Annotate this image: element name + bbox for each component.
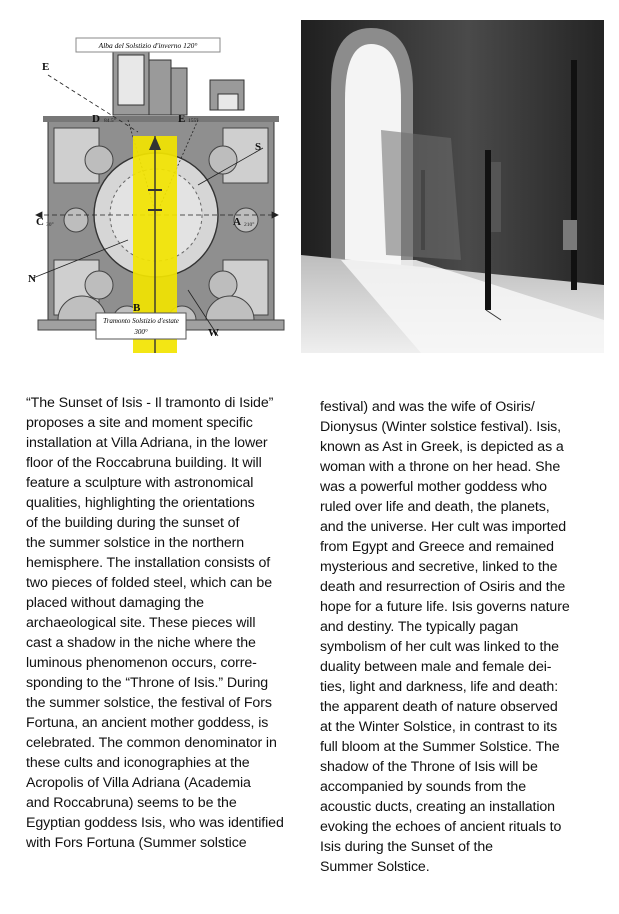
plan-point-n: N <box>28 273 36 285</box>
floor-plan-figure <box>18 20 294 353</box>
text-column-left <box>26 393 298 853</box>
installation-render-figure <box>301 20 604 353</box>
body-text-left: “The Sunset of Isis - Il tramonto di Iside” proposes a site and moment specific installation at Villa Adriana, in the lower floor of the Roccabruna building. It will feature a sculpture with astronomical qualities, highlighting the orientations of the building during the sunset of the summer solstice in the northern hemisphere. The installation consists of two pieces of folded steel, which can be placed without damaging the archaeological site. These pieces will cast a shadow in the niche where the luminous phenomenon occurs, corre- sponding to the “Throne of Isis.” During the summer solstice, the festival of Fors Fortuna, an ancient mother goddess, is celebrated. The common denominator in these cults and iconographies at the Acropolis of Villa Adriana (Academia and Roccabruna) seems to be the Egyptian goddess Isis, who was identified with Fors Fortuna (Summer solstice <box>26 395 284 851</box>
plan-point-b: B <box>133 302 141 314</box>
plan-bottom-label: Tramonto Solstizio d'estate <box>103 317 179 325</box>
plan-angle-d: 84.5° <box>104 118 116 124</box>
plan-angle-c: 30° <box>46 222 54 228</box>
plan-bottom-angle: 300° <box>134 328 148 336</box>
text-column-right <box>320 397 602 877</box>
plan-point-e: E <box>178 113 186 125</box>
plan-point-e-top: E <box>42 61 50 73</box>
plan-angle-a: 210° <box>244 222 255 228</box>
render-throne-shadow <box>421 170 425 250</box>
plan-point-w: W <box>208 327 219 339</box>
body-text-right: festival) and was the wife of Osiris/ Dionysus (Winter solstice festival). Isis, known as Ast in Greek, is depicted as a woman with a throne on her head. She was a powerful mother goddess who ruled over life and death, the planets, and the universe. Her cult was imported from Egypt and Greece and remained mysterious and secretive, linked to the death and resurrection of Osiris and the hope for a future life. Isis governs nature and destiny. The typically pagan symbolism of her cult was linked to the duality between male and female dei- ties, light and darkness, life and death: the apparent death of nature observed at the Winter Solstice, in contrast to its full bloom at the Summer Solstice. The shadow of the Throne of Isis will be accompanied by sounds from the acoustic ducts, creating an installation evoking the echoes of ancient rituals to Isis during the Sunset of the Summer Solstice. <box>320 399 570 875</box>
plan-top-label: Alba del Solstizio d'inverno 120° <box>98 41 198 50</box>
plan-point-s: S <box>255 141 262 153</box>
plan-point-c: C <box>36 216 44 228</box>
plan-point-d: D <box>92 113 100 125</box>
plan-angle-e: 155° <box>188 118 199 124</box>
plan-point-a: A <box>233 216 241 228</box>
